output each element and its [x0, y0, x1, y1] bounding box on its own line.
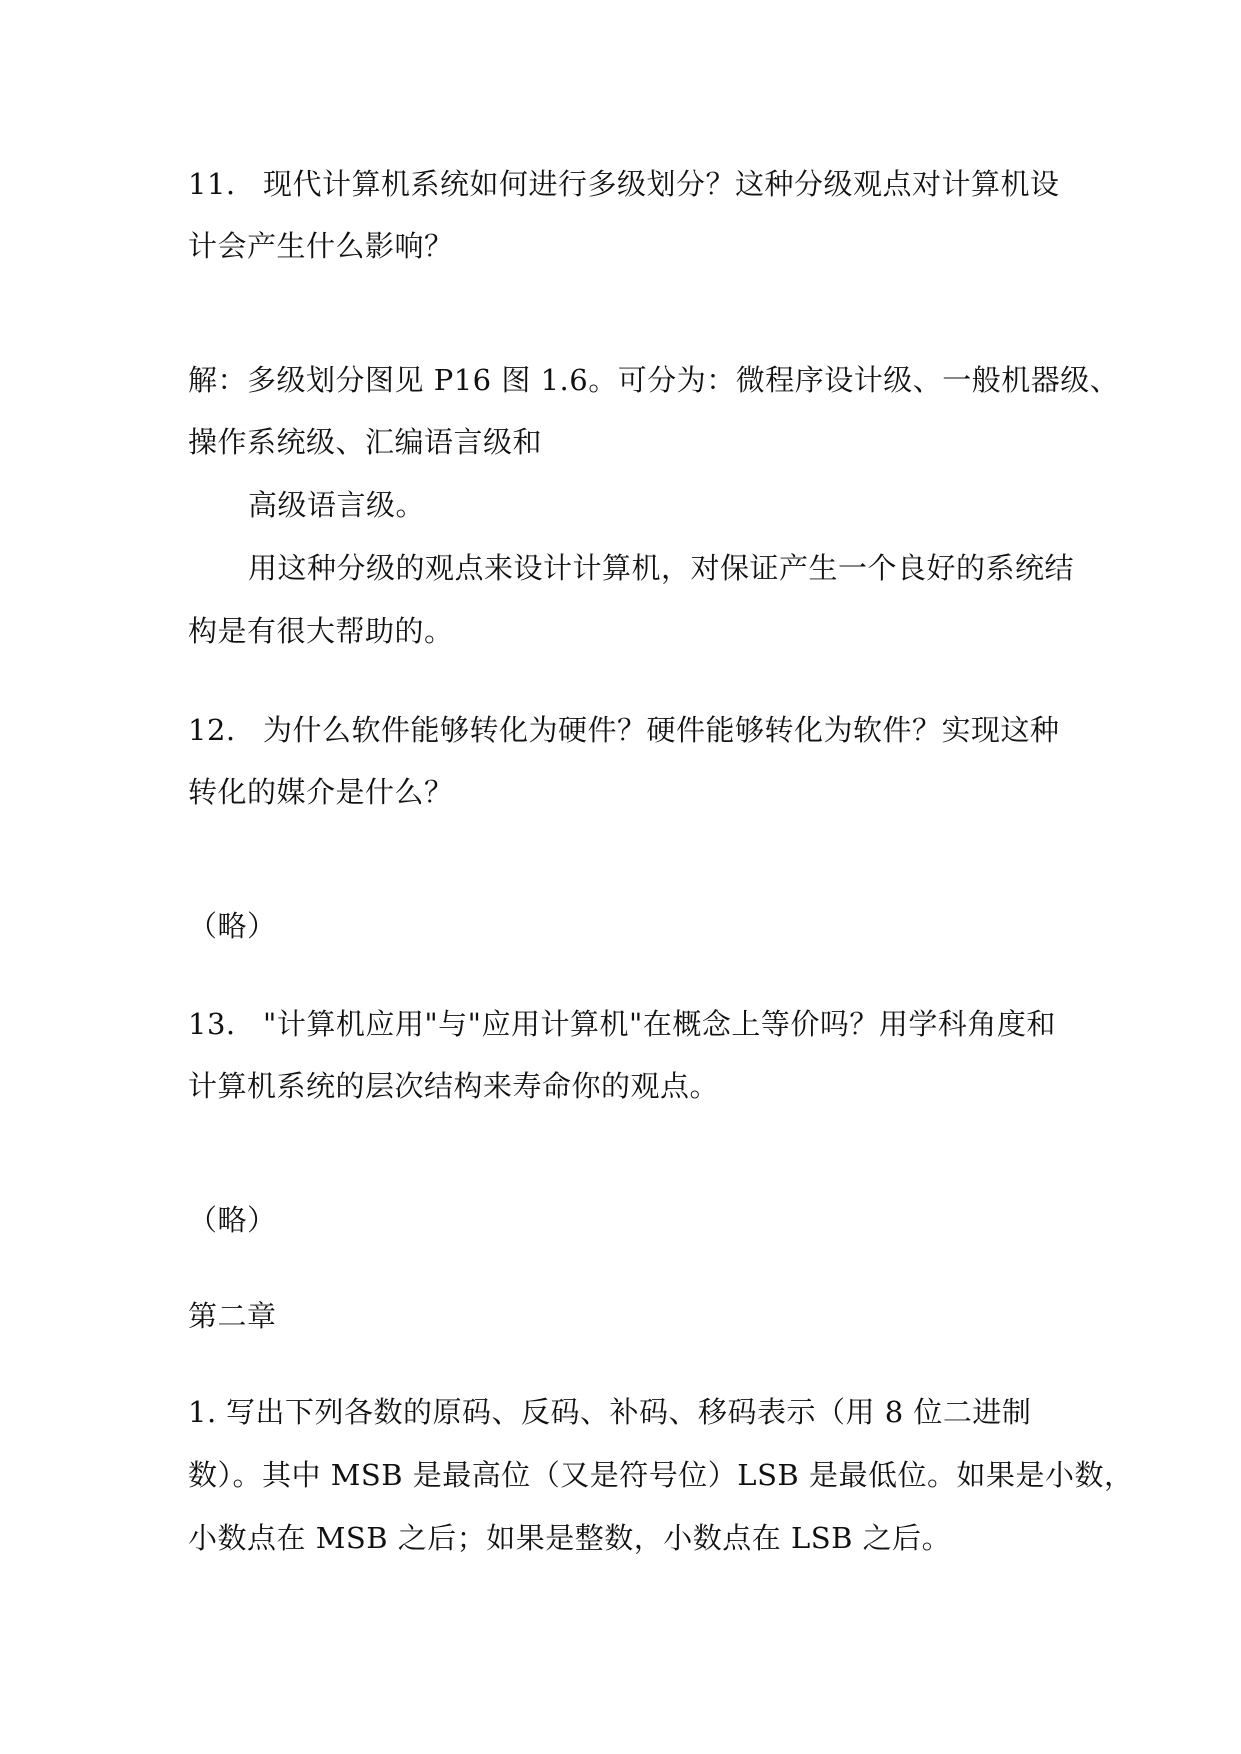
question-12-line-2: 转化的媒介是什么？ [188, 775, 454, 809]
question-12-line-1 [188, 710, 1060, 750]
question-13-line-1 [188, 1004, 1056, 1044]
chapter2-question-1-line-3: 小数点在 MSB 之后；如果是整数，小数点在 LSB 之后。 [188, 1521, 952, 1555]
answer-12: （略） [188, 909, 277, 943]
answer-11-line-3: 高级语言级。 [248, 488, 426, 522]
question-text: "计算机应用"与"应用计算机"在概念上等价吗？用学科角度和 [263, 1007, 1056, 1041]
question-text: 为什么软件能够转化为硬件？硬件能够转化为软件？实现这种 [263, 713, 1060, 747]
question-number: 1. [188, 1395, 217, 1429]
chapter2-question-1-line-1 [188, 1392, 1031, 1432]
answer-13: （略） [188, 1203, 277, 1237]
question-11-line-1 [188, 164, 1060, 204]
answer-11-line-2: 操作系统级、汇编语言级和 [188, 425, 543, 459]
question-text: 现代计算机系统如何进行多级划分？这种分级观点对计算机设 [263, 167, 1060, 201]
question-13-line-2: 计算机系统的层次结构来寿命你的观点。 [188, 1069, 720, 1103]
question-number: 11. [188, 167, 236, 201]
question-11-line-2: 计会产生什么影响？ [188, 229, 454, 263]
chapter-heading: 第二章 [188, 1299, 277, 1333]
answer-11-line-5: 构是有很大帮助的。 [188, 614, 454, 648]
answer-11-line-4: 用这种分级的观点来设计计算机，对保证产生一个良好的系统结 [248, 551, 1075, 585]
answer-11-line-1: 解：多级划分图见 P16 图 1.6。可分为：微程序设计级、一般机器级、 [188, 363, 1120, 397]
question-text: 写出下列各数的原码、反码、补码、移码表示（用 8 位二进制 [226, 1395, 1032, 1429]
question-number: 12. [188, 713, 236, 747]
question-number: 13. [188, 1007, 236, 1041]
chapter2-question-1-line-2: 数）。其中 MSB 是最高位（又是符号位）LSB 是最低位。如果是小数， [188, 1458, 1134, 1492]
